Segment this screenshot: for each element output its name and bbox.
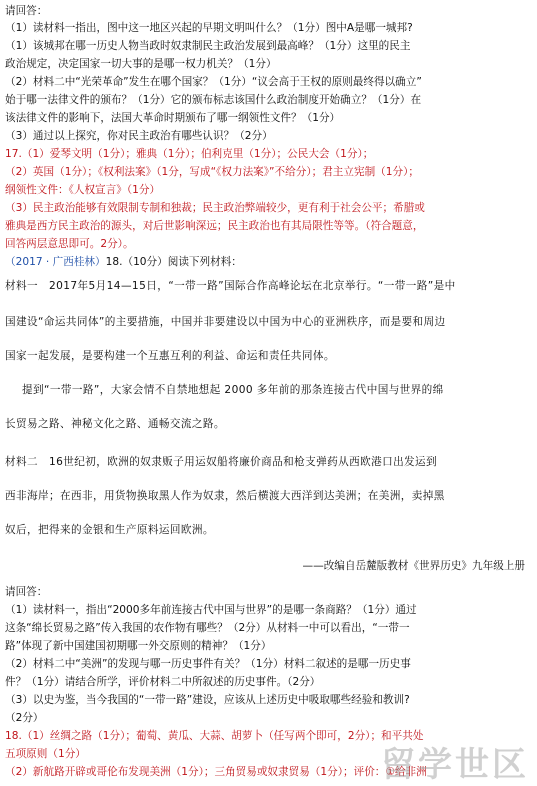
material-line: 国建设“命运共同体”的主要措施，中国并非要建设以中国为中心的亚洲秩序，而是要和周边 bbox=[5, 316, 446, 328]
text-line: （2）材料二中“光荣革命”发生在哪个国家？（1分）“议会高于王权的原则最终得以确立” bbox=[5, 76, 422, 88]
source-note: ——改编自岳麓版教材《世界历史》九年级上册 bbox=[302, 560, 525, 572]
text-line: 政治规定，决定国家一切大事的是哪一权力机关？（1分） bbox=[5, 58, 277, 70]
answer-line: 18.（1）丝绸之路（1分）；葡萄、黄瓜、大蒜、胡萝卜（任写两个即可，2分）；和平共处 bbox=[5, 730, 424, 742]
text-line: （3）以史为鉴，当今我国的“一带一路”建设，应该从上述历史中吸取哪些经验和教训? bbox=[5, 694, 410, 706]
text-line: 始于哪一法律文件的颁布？（1分）它的颁布标志该国什么政治制度开始确立？（1分）在 bbox=[5, 94, 422, 106]
material-line: 长贸易之路、神秘文化之路、通畅交流之路。 bbox=[5, 418, 225, 430]
question-source: （2017 · 广西桂林） bbox=[5, 256, 106, 268]
text-line: （3）通过以上探究，你对民主政治有哪些认识？（2分） bbox=[5, 130, 273, 142]
watermark-text: 留学世区 bbox=[381, 745, 529, 785]
text-line: 件？（1分）请结合所学，评价材料二中所叙述的历史事件。（2分） bbox=[5, 676, 321, 688]
watermark-logo bbox=[381, 737, 529, 786]
answer-line: 五项原则（1分） bbox=[5, 748, 86, 760]
material-line: 奴后，把得来的金银和生产原料运回欧洲。 bbox=[5, 524, 214, 536]
text-line: （1）读材料一，指出“2000多年前连接古代中国与世界”的是哪一条商路？（1分）通过 bbox=[5, 604, 417, 616]
material-line: 国家一起发展，是要构建一个互惠互利的利益、命运和责任共同体。 bbox=[5, 350, 335, 362]
text-line: （2分） bbox=[5, 712, 44, 724]
answer-line: 回答两层意思即可。2分）。 bbox=[5, 238, 134, 250]
answer-line: （3）民主政治能够有效限制专制和独裁；民主政治弊端较少，更有利于社会公平；希腊或 bbox=[5, 202, 425, 214]
text-line: （1）该城邦在哪一历史人物当政时奴隶制民主政治发展到最高峰？（1分）这里的民主 bbox=[5, 40, 411, 52]
material-line: 材料二 16世纪初，欧洲的奴隶贩子用运奴船将廉价商品和枪支弹药从西欧港口出发运到 bbox=[5, 456, 438, 468]
answer-line: （2）新航路开辟或哥伦布发现美洲（1分）；三角贸易或奴隶贸易（1分）；评价：①给非洲 bbox=[5, 766, 427, 778]
answer-line: 17.（1）爱琴文明（1分）；雅典（1分）；伯利克里（1分）；公民大会（1分）； bbox=[5, 148, 374, 160]
question-title: 18.（10分）阅读下列材料： bbox=[105, 256, 242, 268]
text-line: 请回答： bbox=[5, 5, 48, 17]
answer-line: 纲领性文件：《人权宣言》（1分） bbox=[5, 184, 161, 196]
answer-line: 雅典是西方民主政治的源头，对后世影响深远；民主政治也有其局限性等等。（符合题意， bbox=[5, 220, 424, 232]
material-line: 材料一 2017年5月14—15日，“一带一路”国际合作高峰论坛在北京举行。“一带一路”是中 bbox=[5, 280, 456, 292]
question-header bbox=[5, 254, 529, 269]
material-line: 提到“一带一路”，大家会情不自禁地想起 2000 多年前的那条连接古代中国与世界的绵 bbox=[22, 384, 444, 396]
text-line: （1）读材料一指出，图中这一地区兴起的早期文明叫什么？（1分）图中A是哪一城邦? bbox=[5, 22, 413, 34]
answer-line: （2）英国（1分）；《权利法案》（1分，写成“《权力法案》”不给分）；君主立宪制（1分）； bbox=[5, 166, 419, 178]
text-line: （2）材料二中“美洲”的发现与哪一历史事件有关？（1分）材料二叙述的是哪一历史事 bbox=[5, 658, 411, 670]
text-line: 请回答： bbox=[5, 586, 48, 598]
text-line: 路”体现了新中国建国初期哪一外交原则的精神？（1分） bbox=[5, 640, 272, 652]
material-line: 西非海岸；在西非，用货物换取黑人作为奴隶，然后横渡大西洋到达美洲；在美洲，卖掉黑 bbox=[5, 490, 445, 502]
text-line: 该法律文件的影响下，法国大革命时期颁布了哪一纲领性文件？（1分） bbox=[5, 112, 341, 124]
text-line: 这条“绵长贸易之路”传入我国的农作物有哪些？（2分）从材料一中可以看出，“一带一 bbox=[5, 622, 410, 634]
